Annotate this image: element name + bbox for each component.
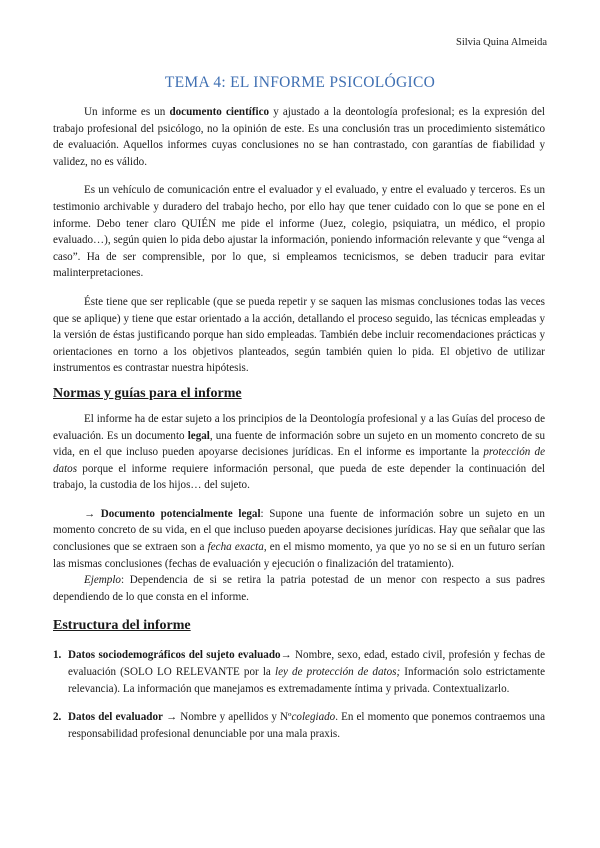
normas-paragraph-1 — [53, 411, 545, 494]
bold-term: legal — [187, 429, 210, 442]
text-run: , en el mismo momento, ya que yo no se si en un futuro serían las mismas conclusiones (fechas de evaluación y ejecución o finalización del tratamiento). — [53, 541, 545, 570]
section-heading-normas: Normas y guías para el informe — [53, 385, 242, 401]
list-item — [53, 647, 545, 697]
arrow-icon: → — [162, 711, 181, 724]
text-run: Un informe es un — [84, 106, 170, 118]
text-run: El informe ha de estar sujeto a los principios de la Deontología profesional y a las Guías del proceso de evaluación. Es un documento — [53, 412, 545, 442]
page-title: TEMA 4: EL INFORME PSICOLÓGICO — [164, 74, 436, 91]
list-item-text — [68, 709, 545, 742]
example-paragraph — [53, 572, 545, 605]
normas-paragraph-2 — [53, 506, 545, 572]
list-number: 2. — [53, 711, 62, 724]
example-label: Ejemplo — [84, 574, 121, 587]
text-run: , una fuente de información sobre un sujeto en un momento concreto de su vida, en el que incluso pueden apoyarse decisiones jurídicas. En el informe es importante la — [53, 429, 545, 459]
text-run: : Dependencia de si se retira la patria potestad de un menor con respecto a sus padres dependiendo de lo que consta en el informe. — [53, 574, 545, 603]
text-run: Información solo estrictamente relevancia). La información que manejamos es extremadamente íntima y privada. Contextualizarlo. — [68, 666, 546, 695]
section-heading-estructura: Estructura del informe — [53, 618, 191, 634]
text-run: . En el momento que ponemos contraemos una responsabilidad profesional denunciable por una mala praxis. — [68, 711, 546, 740]
author-name: Silvia Quina Almeida — [456, 37, 547, 48]
list-item-text — [68, 647, 545, 697]
italic-term: ley de protección de datos; — [274, 666, 401, 679]
italic-term: colegiado — [291, 711, 336, 724]
list-number: 1. — [53, 649, 62, 662]
intro-paragraph-2: Es un vehículo de comunicación entre el evaluador y el evaluado, y entre el evaluado y terceros. Es un testimonio archivable y duradero del trabajo hecho, por ello hay que tener cuidado con lo que se pone en el informe. Debo tener claro QUIÉN me pide el informe (Juez, colegio, psiquiatra, un médico, el propio evaluado…), según quien lo pida debo ajustar la información, poniendo información relevante y que “venga al caso”. Ha de ser comprensible, por lo que, si empleamos tecnicismos, se deben traducir para evitar malinterpretaciones. — [53, 184, 545, 280]
text-run: porque el informe requiere información personal, que pueda de este depender la continuación del trabajo, la custodia de los hijos… del sujeto. — [53, 462, 545, 492]
list-item-title: Datos sociodemográficos del sujeto evaluado — [68, 649, 281, 662]
document-body — [53, 104, 545, 742]
arrow-icon: → — [280, 649, 296, 662]
text-run: Nombre y apellidos y Nº — [180, 711, 292, 724]
text-run: Nombre, sexo, edad, estado civil, profesión y fechas de evaluación (SOLO LO RELEVANTE por la — [68, 649, 546, 679]
italic-term: protección de datos — [53, 446, 545, 475]
list-item-title: Datos del evaluador — [68, 711, 163, 724]
list-item — [53, 709, 545, 742]
text-run: : Supone una fuente de información sobre un sujeto en un momento concreto de su vida, en el que incluso pueden apoyarse decisiones jurídicas. Hay que señalar que las conclusiones que se extraen son a — [53, 507, 545, 554]
bold-term: documento científico — [169, 106, 270, 118]
italic-term: fecha exacta — [207, 541, 264, 554]
intro-paragraph-3: Éste tiene que ser replicable (que se pueda repetir y se saquen las mismas conclusiones todas las veces que se aplique) y tiene que estar orientado a la acción, detallando el proceso seguido, las técnicas empleadas y la versión de éstas justificando porque han sido empleadas. También debe incluir recomendaciones prácticas y orientaciones en torno a los objetivos planteados, según también quien lo pida. El objetivo de utilizar instrumentos es contrastar nuestra hipótesis. — [53, 295, 545, 375]
arrow-icon: → — [84, 507, 101, 520]
bold-term: Documento potencialmente legal — [100, 507, 261, 520]
text-run: y ajustado a la deontología profesional; es la expresión del trabajo profesional del psicólogo, no la opinión de este. Es una conclusión tras un procedimiento sistemático de evaluación. Aquellos informes cuyas conclusiones no se han contrastado, con garantías de fiabilidad y validez, no es válido. — [53, 106, 545, 168]
intro-paragraph-1 — [53, 104, 545, 170]
